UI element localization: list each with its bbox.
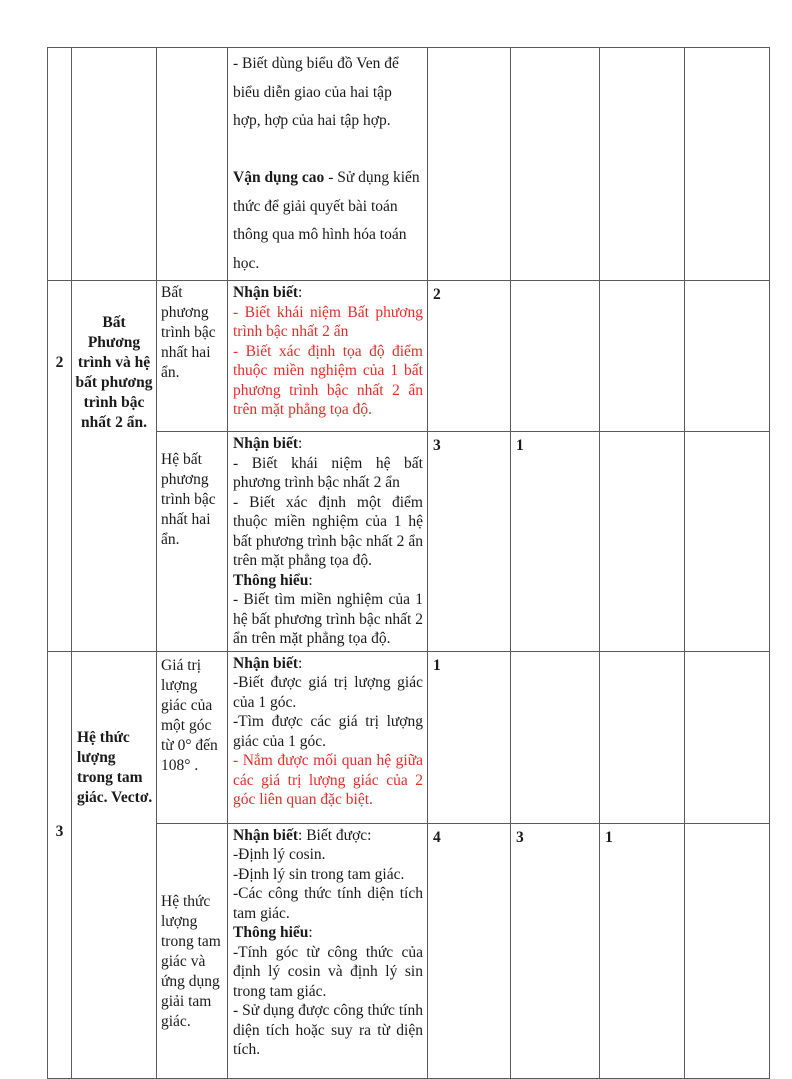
text-segment: - Biết dùng biểu đồ Ven để biểu diễn giao của hai tập hợp, hợp của hai tập hợp. [233, 55, 399, 129]
paragraph [233, 342, 423, 420]
table-row-section3-sub2 [48, 823, 770, 1078]
paragraph [233, 454, 423, 493]
subtopic-cell: Bất phương trình bậc nhất hai ẩn. [157, 281, 228, 432]
text-segment: - Sử dụng kiến thức để giải quyết bài toán thông qua mô hình hóa toán học. [233, 169, 420, 272]
stt-cell-empty [48, 48, 72, 281]
paragraph [233, 865, 423, 885]
paragraph [233, 571, 423, 591]
count-cell [600, 48, 685, 281]
paragraph [233, 654, 423, 674]
text-segment: Nhận biết [233, 654, 299, 672]
text-segment: -Các công thức tính diện tích tam giác. [233, 885, 423, 922]
text-segment: -Định lý sin trong tam giác. [233, 865, 405, 883]
paragraph [233, 845, 423, 865]
count-cell: 1 [428, 651, 511, 823]
paragraph [233, 1001, 423, 1060]
table-row-continuation [48, 48, 770, 281]
count-cell: 3 [511, 823, 600, 1078]
count-cell [511, 281, 600, 432]
paragraph [233, 136, 423, 165]
text-segment: - Biết xác định một điểm thuộc miền nghiệm của 1 hệ bất phương trình bậc nhất 2 ẩn trên mặt phẳng tọa độ. [233, 493, 423, 569]
subtopic-cell-empty [157, 48, 228, 281]
text-segment: - Biết xác định tọa độ điểm thuộc miền nghiệm của 1 bất phương trình bậc nhất 2 ẩn trên mặt phẳng tọa độ. [233, 342, 423, 418]
count-cell [685, 281, 770, 432]
paragraph [233, 50, 423, 136]
text-segment: Nhận biết [233, 435, 299, 452]
count-cell [511, 48, 600, 281]
topic-cell: Hệ thức lượng trong tam giác. Vectơ. [72, 651, 157, 1078]
count-cell [428, 48, 511, 281]
table-row-section3-sub1 [48, 651, 770, 823]
text-segment: -Tính góc từ công thức của định lý cosin và định lý sin trong tam giác. [233, 943, 423, 1000]
text-segment: Nhận biết [233, 826, 299, 844]
count-cell: 1 [511, 432, 600, 652]
text-segment: : Biết được: [298, 826, 372, 844]
paragraph [233, 590, 423, 649]
subtopic-cell: Hệ bất phương trình bậc nhất hai ẩn. [157, 432, 228, 652]
topic-cell-empty [72, 48, 157, 281]
text-segment: : [298, 435, 303, 452]
text-segment: - Biết khái niệm Bất phương trình bậc nhất 2 ẩn [233, 303, 423, 340]
count-cell [685, 823, 770, 1078]
text-segment: - Nắm được mối quan hệ giữa các giá trị lượng giác của 2 góc liên quan đặc biệt. [233, 752, 423, 808]
paragraph [233, 884, 423, 923]
text-segment: -Biết được giá trị lượng giác của 1 góc. [233, 674, 423, 711]
paragraph [233, 751, 423, 810]
paragraph [233, 434, 423, 454]
paragraph [233, 303, 423, 342]
text-segment: : [308, 571, 313, 589]
count-cell: 3 [428, 432, 511, 652]
topic-cell: Bất Phương trình và hệ bất phương trình bậc nhất 2 ẩn. [72, 281, 157, 652]
description-cell [228, 823, 428, 1078]
paragraph [233, 283, 423, 303]
subtopic-cell: Giá trị lượng giác của một góc từ 0° đến 108° . [157, 651, 228, 823]
text-segment: -Tìm được các giá trị lượng giác của 1 góc. [233, 713, 423, 750]
text-segment: Thông hiểu [233, 571, 309, 589]
subtopic-cell: Hệ thức lượng trong tam giác và ứng dụng giải tam giác. [157, 823, 228, 1078]
text-segment: Thông hiểu [233, 924, 309, 941]
description-cell [228, 281, 428, 432]
text-segment: Vận dụng cao [233, 169, 325, 186]
count-cell [685, 48, 770, 281]
count-cell [600, 281, 685, 432]
text-segment: Nhận biết [233, 284, 299, 301]
text-segment: - Biết khái niệm hệ bất phương trình bậc nhất 2 ẩn [233, 454, 423, 491]
paragraph [233, 943, 423, 1002]
count-cell: 1 [600, 823, 685, 1078]
paragraph [233, 923, 423, 943]
text-segment: : [308, 924, 313, 941]
stt-cell: 2 [48, 281, 72, 652]
paragraph [233, 164, 423, 278]
paragraph [233, 493, 423, 571]
count-cell [600, 432, 685, 652]
count-cell: 2 [428, 281, 511, 432]
count-cell [685, 651, 770, 823]
count-cell: 4 [428, 823, 511, 1078]
text-segment: : [298, 654, 303, 672]
table-row-section2-sub1 [48, 281, 770, 432]
test-spec-matrix-table [47, 47, 770, 1079]
description-cell [228, 432, 428, 652]
table-row-section2-sub2 [48, 432, 770, 652]
text-segment: : [298, 284, 303, 301]
text-segment: - Biết tìm miền nghiệm của 1 hệ bất phương trình bậc nhất 2 ẩn trên mặt phẳng tọa độ. [233, 591, 423, 647]
text-segment: - Sử dụng được công thức tính diện tích hoặc suy ra từ diện tích. [233, 1002, 423, 1058]
count-cell [511, 651, 600, 823]
description-cell [228, 48, 428, 281]
count-cell [600, 651, 685, 823]
text-segment: -Định lý cosin. [233, 846, 326, 863]
paragraph [233, 826, 423, 846]
count-cell [685, 432, 770, 652]
stt-cell: 3 [48, 651, 72, 1078]
description-cell [228, 651, 428, 823]
paragraph [233, 712, 423, 751]
paragraph [233, 673, 423, 712]
